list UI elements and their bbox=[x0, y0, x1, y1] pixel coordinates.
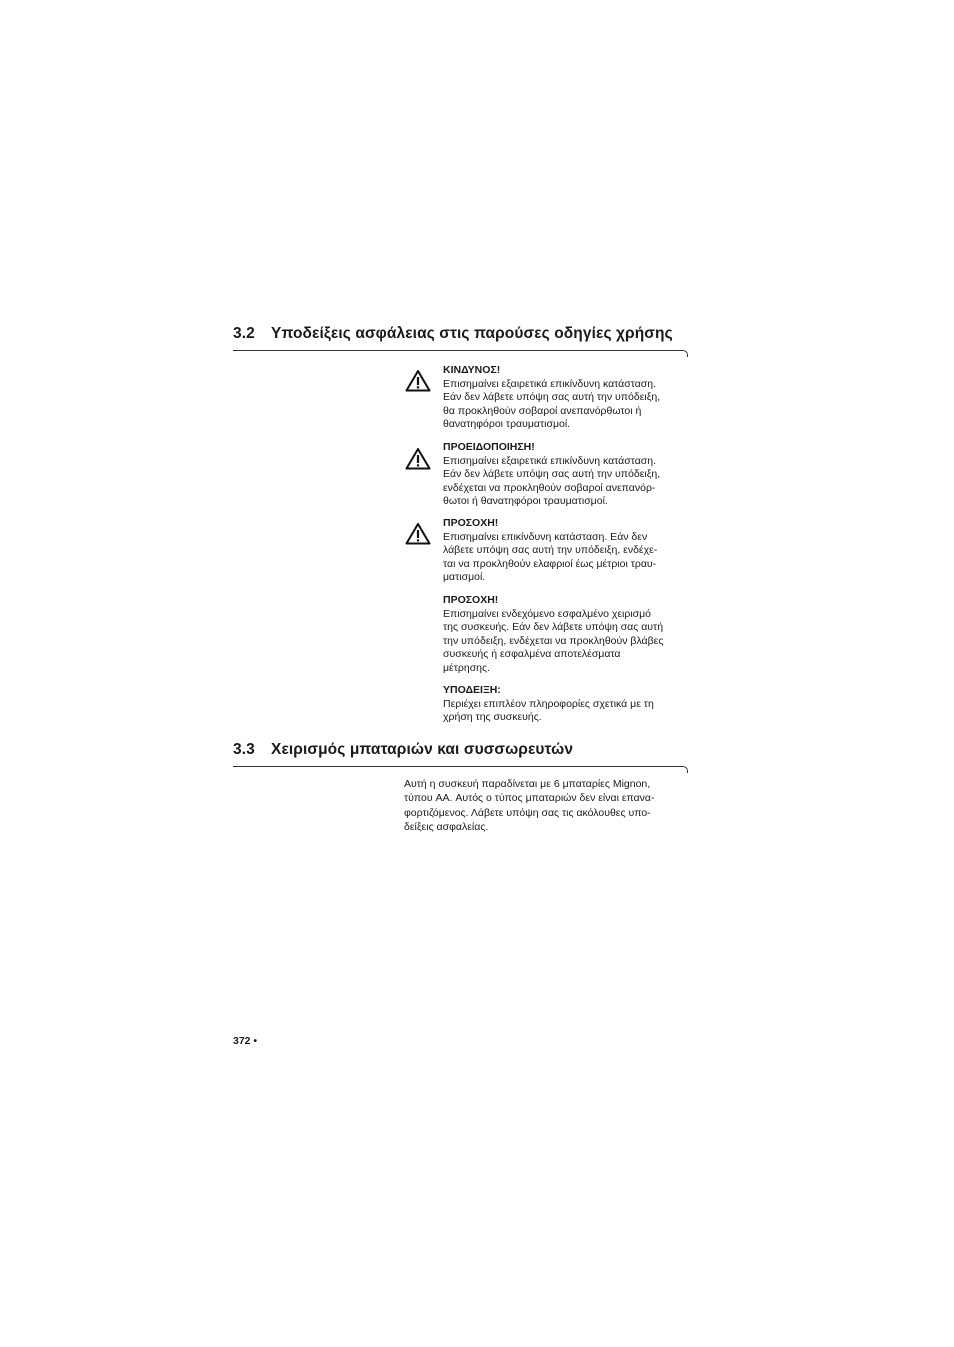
section-number: 3.2 bbox=[233, 325, 255, 342]
notice-text: Επισημαίνει επικίνδυνη κατάσταση. Εάν δεν λάβετε υπόψη σας αυτή την υπόδειξη, ενδέχε- ται να προκληθούν ελαφριοί έως μέτριοι τραυ- ματισμοί. bbox=[443, 530, 658, 583]
warning-triangle-icon bbox=[405, 447, 431, 470]
section-rule bbox=[233, 350, 683, 351]
section-title: Υποδείξεις ασφάλειας στις παρούσες οδηγίες χρήσης bbox=[271, 325, 673, 342]
notice-warning bbox=[443, 441, 693, 509]
page-number: 372 • bbox=[233, 1035, 258, 1047]
notice-text: Επισημαίνει ενδεχόμενο εσφαλμένο χειρισμό της συσκευής. Εάν δεν λάβετε υπόψη σας αυτή την υπόδειξη, ενδέχεται να προκληθούν βλάβες συσκευής ή εσφαλμένα αποτελέσματα μέτρησης. bbox=[443, 607, 664, 674]
notice-danger bbox=[443, 364, 693, 432]
warning-triangle-icon bbox=[405, 522, 431, 545]
section-title: Χειρισμός μπαταριών και συσσωρευτών bbox=[271, 741, 574, 758]
notice-text: Περιέχει επιπλέον πληροφορίες σχετικά με τη χρήση της συσκευής. bbox=[443, 697, 654, 723]
section-3-2-heading bbox=[233, 325, 673, 343]
notice-title: ΠΡΟΣΟΧΗ! bbox=[443, 517, 499, 529]
warning-triangle-icon bbox=[405, 369, 431, 392]
notice-caution-device bbox=[443, 594, 693, 675]
section-3-3-heading bbox=[233, 741, 573, 759]
notice-text: Επισημαίνει εξαιρετικά επικίνδυνη κατάσταση. Εάν δεν λάβετε υπόψη σας αυτή την υπόδειξη, θα προκληθούν σοβαροί ανεπανόρθωτοι ή θανατηφόροι τραυματισμοί. bbox=[443, 377, 661, 430]
notice-title: ΚΙΝΔΥΝΟΣ! bbox=[443, 364, 501, 376]
notice-title: ΠΡΟΕΙΔΟΠΟΙΗΣΗ! bbox=[443, 441, 535, 453]
section-number: 3.3 bbox=[233, 741, 255, 758]
section-rule bbox=[233, 766, 683, 767]
notice-title: ΥΠΟΔΕΙΞΗ: bbox=[443, 684, 501, 696]
notice-note bbox=[443, 684, 693, 725]
notice-caution bbox=[443, 517, 693, 585]
notice-text: Επισημαίνει εξαιρετικά επικίνδυνη κατάσταση. Εάν δεν λάβετε υπόψη σας αυτή την υπόδειξη, ενδέχεται να προκληθούν σοβαροί ανεπανόρ- θωτοι ή θανατηφόροι τραυματισμοί. bbox=[443, 454, 661, 507]
battery-paragraph: Αυτή η συσκευή παραδίνεται με 6 μπαταρίες Mignon, τύπου AA. Αυτός ο τύπος μπαταριών δεν είναι επανα- φορτιζόμενος. Λάβετε υπόψη σας τις ακόλουθες υπο- δείξεις ασφαλείας. bbox=[404, 778, 655, 833]
notice-title: ΠΡΟΣΟΧΗ! bbox=[443, 594, 499, 606]
